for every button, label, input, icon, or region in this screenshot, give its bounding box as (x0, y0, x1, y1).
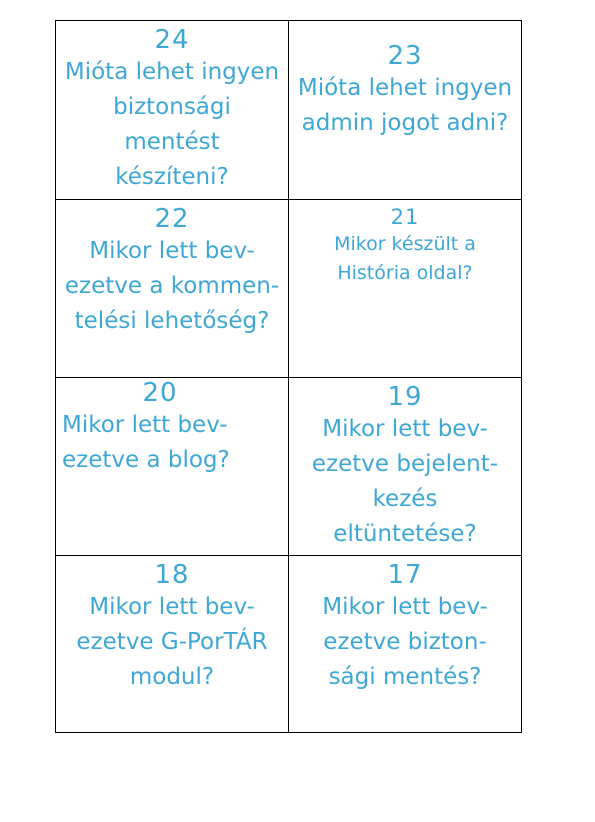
card-question: Mikor lett bev-ezetve a blog? (62, 412, 230, 473)
card-18 (56, 555, 289, 732)
card-number: 18 (154, 560, 190, 590)
card-24 (56, 21, 289, 199)
question-card-grid (55, 20, 522, 733)
card-number: 21 (390, 205, 420, 229)
card-question: Mikor készült a História oldal? (334, 233, 476, 284)
card-number: 23 (387, 41, 423, 71)
card-21 (289, 199, 521, 377)
card-number: 20 (142, 378, 178, 408)
card-question: Mikor lett bev-ezetve bejelent-kezés eltüntetése? (311, 416, 499, 547)
card-question: Mikor lett bev-ezetve a kommen-telési lehetőség? (64, 238, 280, 334)
card-question: Mikor lett bev-ezetve G-PorTÁR modul? (76, 594, 268, 690)
card-23 (289, 21, 521, 199)
card-question: Mióta lehet ingyen admin jogot adni? (297, 75, 513, 136)
card-number: 19 (387, 382, 423, 412)
card-number: 24 (154, 25, 190, 55)
card-22 (56, 199, 289, 377)
card-17 (289, 555, 521, 732)
card-number: 22 (154, 204, 190, 234)
card-question: Mikor lett bev-ezetve bizton-sági mentés? (322, 594, 488, 690)
card-number: 17 (387, 560, 423, 590)
card-question: Mióta lehet ingyen biztonsági mentést készíteni? (64, 59, 280, 190)
card-19 (289, 377, 521, 555)
card-20 (56, 377, 289, 555)
